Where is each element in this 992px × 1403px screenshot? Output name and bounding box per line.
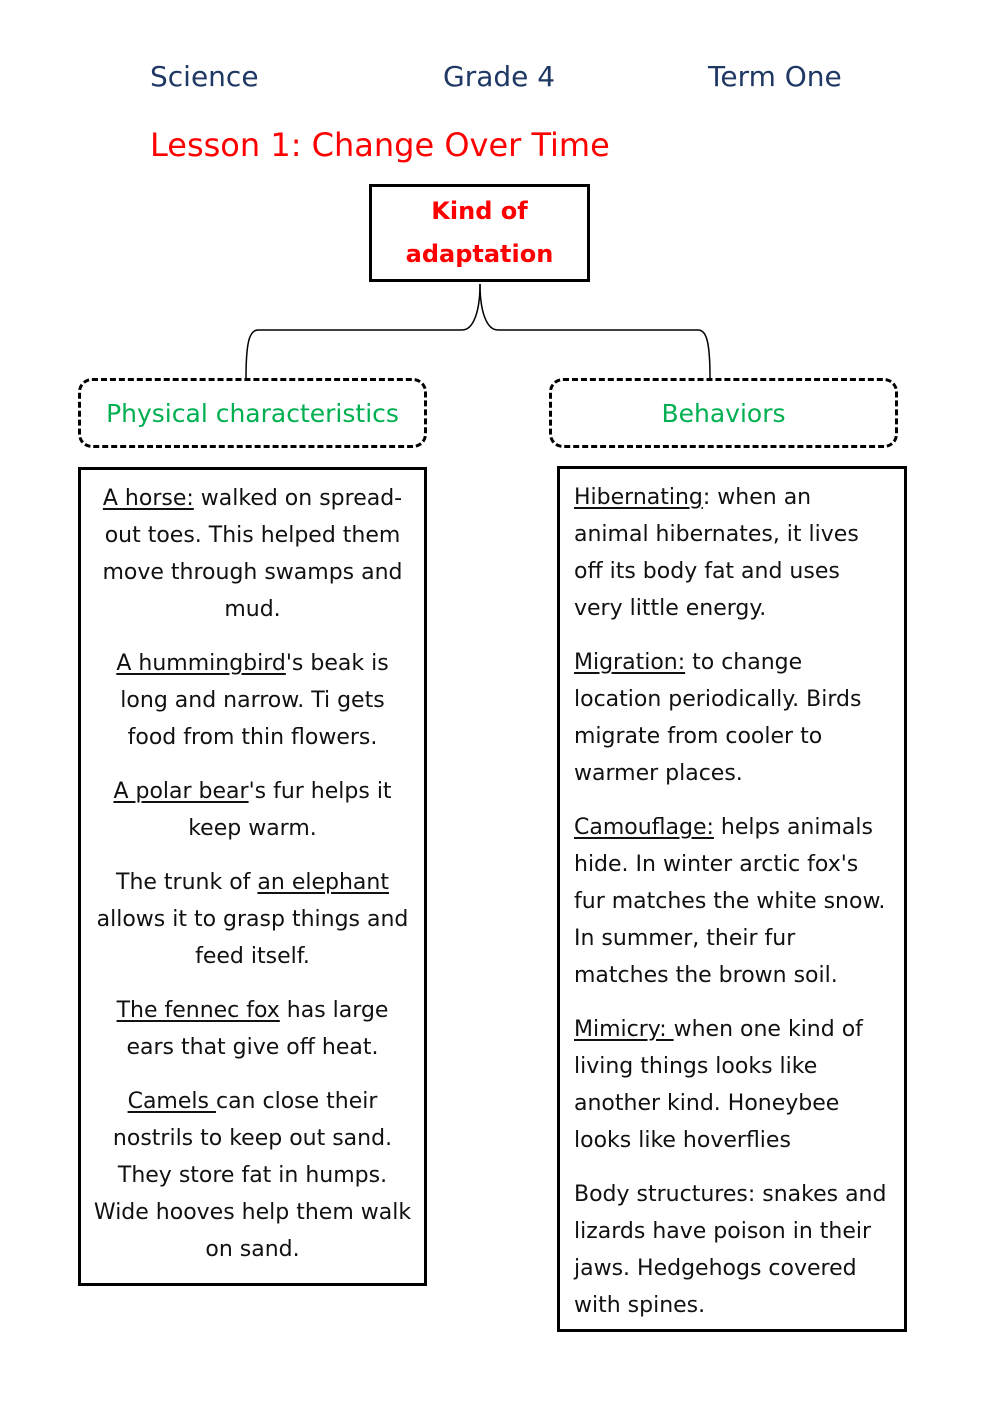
item-prefix: The trunk of: [116, 870, 258, 895]
behavior-name: Migration:: [574, 650, 686, 675]
behavior-item: [574, 809, 892, 994]
category-physical-label: Physical characteristics: [106, 398, 399, 428]
physical-item: [93, 1083, 412, 1268]
behavior-item: [574, 1011, 892, 1159]
root-node-line2: adaptation: [405, 240, 554, 268]
category-behaviors: [549, 378, 898, 448]
subject-label: Science: [150, 60, 259, 93]
physical-panel: [78, 467, 427, 1286]
item-text: has large ears that give off heat.: [126, 998, 389, 1060]
animal-name: an elephant: [257, 870, 389, 895]
behavior-name: Hibernating: [574, 485, 703, 510]
animal-name: The fennec fox: [116, 998, 280, 1023]
animal-name: A hummingbird: [116, 651, 286, 676]
behavior-item: [574, 644, 892, 792]
category-behaviors-label: Behaviors: [661, 398, 786, 428]
tree-connector: [0, 0, 992, 400]
item-text: 's beak is long and narrow. Ti gets food from thin flowers.: [120, 651, 389, 750]
physical-item: [93, 645, 412, 756]
category-physical: [78, 378, 427, 448]
grade-label: Grade 4: [443, 60, 556, 93]
item-text: helps animals hide. In winter arctic fox's fur matches the white snow. In summer, their fur matches the brown soil.: [574, 815, 886, 988]
item-text: 's fur helps it keep warm.: [188, 779, 392, 841]
term-label: Term One: [708, 60, 842, 93]
item-text: can close their nostrils to keep out sand. They store fat in humps. Wide hooves help them walk on sand.: [93, 1089, 412, 1262]
behavior-name: Mimicry:: [574, 1017, 674, 1042]
item-text: walked on spread-out toes. This helped them move through swamps and mud.: [102, 486, 403, 622]
animal-name: A polar bear: [113, 779, 249, 804]
physical-item: [93, 992, 412, 1066]
root-node-line1: Kind of: [431, 197, 528, 225]
item-text: Body structures: snakes and lizards have poison in their jaws. Hedgehogs covered with spines.: [574, 1182, 887, 1318]
physical-item: [93, 864, 412, 975]
item-text: when one kind of living things looks like another kind. Honeybee looks like hoverflies: [574, 1017, 863, 1153]
behavior-name: Camouflage:: [574, 815, 714, 840]
item-text: allows it to grasp things and feed itself.: [96, 907, 409, 969]
animal-name: A horse:: [102, 486, 194, 511]
behavior-item: [574, 479, 892, 627]
animal-name: Camels: [127, 1089, 216, 1114]
item-text: to change location periodically. Birds migrate from cooler to warmer places.: [574, 650, 862, 786]
behaviors-panel: [557, 466, 907, 1332]
behavior-item: [574, 1176, 892, 1324]
physical-item: [93, 480, 412, 628]
lesson-title: Lesson 1: Change Over Time: [150, 126, 610, 164]
item-text: : when an animal hibernates, it lives off its body fat and uses very little energy.: [574, 485, 859, 621]
physical-item: [93, 773, 412, 847]
